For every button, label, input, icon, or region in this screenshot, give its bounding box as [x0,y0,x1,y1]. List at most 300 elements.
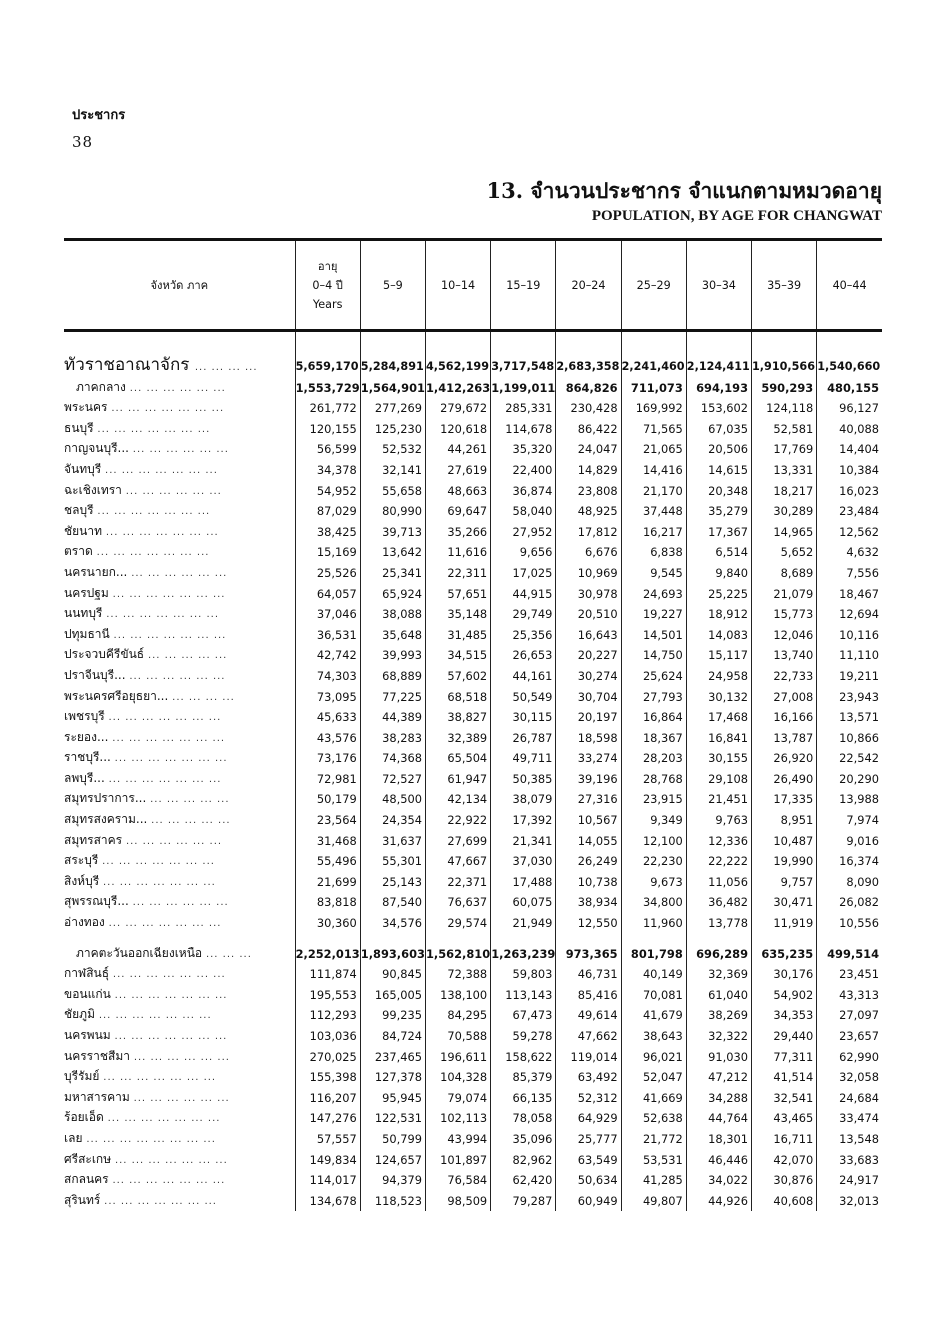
value-cell: 111,874 [295,964,360,985]
value-cell: 7,556 [846,565,879,580]
value-cell: 26,490 [752,769,817,790]
row-name: ลพบุรี... [64,770,105,785]
value-cell: 37,448 [621,501,686,522]
value-cell: 29,108 [686,769,751,790]
spacer-cell [817,331,882,357]
gap-cell [556,934,621,944]
value-cell: 66,135 [491,1088,556,1109]
row-name-cell [64,810,295,831]
value-cell: 30,704 [556,687,621,708]
leader-dots: ... ... ... ... ... ... ... [102,876,216,888]
spacer-row [64,331,882,357]
header-age-10-14: 10–14 [425,240,490,331]
value-cell: 2,241,460 [621,356,686,378]
row-name-cell [64,1150,295,1171]
value-cell: 169,992 [621,398,686,419]
table-row [64,645,882,666]
spacer-cell [491,331,556,357]
value-cell: 9,840 [686,563,751,584]
row-name-cell [64,1047,295,1068]
value-cell: 12,694 [839,607,879,622]
value-cell: 61,040 [686,985,751,1006]
value-cell: 23,808 [556,481,621,502]
value-cell: 6,514 [686,542,751,563]
value-cell: 41,514 [752,1067,817,1088]
value-cell: 8,689 [752,563,817,584]
header-age-0-4 [295,240,360,331]
region-row [64,944,882,965]
value-cell: 38,827 [425,707,490,728]
value-cell: 49,807 [621,1191,686,1212]
value-cell: 120,155 [295,419,360,440]
value-cell: 86,422 [556,419,621,440]
row-name: สระบุรี [64,853,99,868]
header-age-35-39: 35–39 [752,240,817,331]
value-cell: 1,562,810 [425,944,490,965]
value-cell: 155,398 [295,1067,360,1088]
value-cell: 34,576 [360,913,425,934]
table-row [64,1067,882,1088]
value-cell: 52,312 [556,1088,621,1109]
table-row [64,769,882,790]
leader-dots: ... ... ... ... ... ... ... [112,732,226,744]
value-cell: 30,360 [295,913,360,934]
value-cell: 1,553,729 [295,378,360,399]
value-cell: 230,428 [556,398,621,419]
value-cell: 67,473 [491,1005,556,1026]
value-cell: 82,962 [491,1150,556,1171]
value-cell: 13,571 [839,710,879,725]
value-cell: 23,657 [839,1029,879,1043]
leader-dots: ... ... ... ... ... ... ... [103,1072,217,1084]
value-cell: 17,335 [752,789,817,810]
value-cell: 153,602 [686,398,751,419]
leader-dots: ... ... ... ... ... ... ... [114,753,228,765]
value-cell: 21,079 [752,584,817,605]
value-cell: 35,148 [425,604,490,625]
leader-dots: ... ... ... ... ... ... ... [112,1175,226,1187]
value-cell: 44,926 [686,1191,751,1212]
value-cell: 14,615 [686,460,751,481]
value-cell: 24,047 [556,439,621,460]
value-cell: 102,113 [425,1108,490,1129]
value-cell: 25,526 [295,563,360,584]
value-cell: 23,564 [295,810,360,831]
value-cell: 18,467 [839,586,879,601]
table-row [64,584,882,605]
value-cell: 20,227 [556,645,621,666]
value-cell: 42,742 [295,645,360,666]
value-cell: 25,341 [360,563,425,584]
row-name-cell [64,1067,295,1088]
value-cell: 72,981 [295,769,360,790]
value-cell: 10,738 [556,872,621,893]
value-cell: 42,070 [752,1150,817,1171]
value-cell: 69,647 [425,501,490,522]
value-cell: 40,608 [752,1191,817,1212]
table-row [64,831,882,852]
value-cell: 49,711 [491,748,556,769]
value-cell: 25,225 [686,584,751,605]
value-cell: 21,451 [686,789,751,810]
value-cell: 16,841 [686,728,751,749]
value-cell: 114,678 [491,419,556,440]
value-cell: 9,016 [846,833,879,848]
value-cell: 122,531 [360,1108,425,1129]
row-name: นครนายก... [64,564,128,579]
value-cell: 72,388 [425,964,490,985]
value-cell: 26,249 [556,851,621,872]
value-cell: 499,514 [827,946,879,961]
value-cell: 35,266 [425,522,490,543]
spacer-cell [64,331,295,357]
row-name: นนทบุรี [64,606,103,621]
value-cell: 57,602 [425,666,490,687]
value-cell: 480,155 [827,380,879,395]
value-cell: 54,952 [295,481,360,502]
gap-cell [360,934,425,944]
value-cell: 34,353 [752,1005,817,1026]
value-cell: 22,371 [425,872,490,893]
value-cell: 25,777 [556,1129,621,1150]
value-cell: 31,485 [425,625,490,646]
table-row [64,604,882,625]
leader-dots: ... ... ... ... ... ... [131,567,228,579]
value-cell: 96,127 [839,401,879,416]
value-cell: 77,311 [752,1047,817,1068]
value-cell: 30,471 [752,892,817,913]
leader-dots: ... ... ... ... ... ... ... [108,918,222,930]
value-cell: 70,588 [425,1026,490,1047]
value-cell: 30,132 [686,687,751,708]
header-age-5-9: 5–9 [360,240,425,331]
row-name: ระยอง... [64,729,109,744]
leader-dots: ... ... ... ... ... ... ... [105,464,218,476]
value-cell: 36,482 [686,892,751,913]
value-cell: 29,440 [752,1026,817,1047]
value-cell: 22,222 [686,851,751,872]
value-cell: 33,683 [839,1152,879,1167]
row-name-cell [64,1170,295,1191]
value-cell: 30,176 [752,964,817,985]
value-cell: 17,367 [686,522,751,543]
value-cell: 38,934 [556,892,621,913]
value-cell: 35,648 [360,625,425,646]
header-age-15-19: 15–19 [491,240,556,331]
value-cell: 11,056 [686,872,751,893]
row-name-cell [64,985,295,1006]
value-cell: 91,030 [686,1047,751,1068]
leader-dots: ... ... ... ... ... ... ... [114,989,228,1001]
value-cell: 38,643 [621,1026,686,1047]
value-cell: 30,115 [491,707,556,728]
value-cell: 85,379 [491,1067,556,1088]
value-cell: 8,090 [846,874,879,889]
row-name-cell [64,944,295,965]
value-cell: 8,951 [752,810,817,831]
row-name: ธนบุรี [64,420,94,435]
row-name-cell [64,789,295,810]
value-cell: 14,083 [686,625,751,646]
value-cell: 47,212 [686,1067,751,1088]
row-name: เลย [64,1130,83,1145]
value-cell: 43,465 [752,1108,817,1129]
row-name-cell [64,645,295,666]
value-cell: 1,263,239 [491,944,556,965]
row-name-cell [64,481,295,502]
value-cell: 54,902 [752,985,817,1006]
value-cell: 18,301 [686,1129,751,1150]
value-cell: 14,829 [556,460,621,481]
table-row [64,1026,882,1047]
value-cell: 17,488 [491,872,556,893]
table-row [64,789,882,810]
value-cell: 270,025 [295,1047,360,1068]
page-number: 38 [72,133,94,151]
value-cell: 973,365 [556,944,621,965]
row-name-cell [64,728,295,749]
value-cell: 73,095 [295,687,360,708]
table-row [64,1088,882,1109]
row-name-cell [64,563,295,584]
value-cell: 17,025 [491,563,556,584]
value-cell: 11,110 [839,648,879,663]
row-name: สมุทรปราการ... [64,791,147,806]
value-cell: 20,290 [839,771,879,786]
value-cell: 16,217 [621,522,686,543]
value-cell: 16,374 [839,854,879,869]
value-cell: 25,356 [491,625,556,646]
table-row [64,439,882,460]
value-cell: 1,564,901 [360,378,425,399]
leader-dots: ... ... ... ... ... ... ... [104,1195,217,1207]
value-cell: 9,673 [621,872,686,893]
value-cell: 32,541 [752,1088,817,1109]
value-cell: 59,278 [491,1026,556,1047]
value-cell: 68,518 [425,687,490,708]
value-cell: 50,385 [491,769,556,790]
value-cell: 55,658 [360,481,425,502]
value-cell: 9,349 [621,810,686,831]
leader-dots: ... ... ... ... ... ... [133,1092,230,1104]
table-row [64,542,882,563]
value-cell: 95,945 [360,1088,425,1109]
region-row [64,378,882,399]
row-name: ชัยภูมิ [64,1007,95,1022]
value-cell: 864,826 [556,378,621,399]
value-cell: 20,197 [556,707,621,728]
row-name-cell [64,872,295,893]
value-cell: 84,295 [425,1005,490,1026]
table-row [64,1108,882,1129]
value-cell: 32,013 [839,1193,879,1208]
value-cell: 6,838 [621,542,686,563]
header-age-25-29: 25–29 [621,240,686,331]
value-cell: 38,283 [360,728,425,749]
value-cell: 21,065 [621,439,686,460]
table-row [64,851,882,872]
value-cell: 38,269 [686,1005,751,1026]
value-cell: 261,772 [295,398,360,419]
value-cell: 195,553 [295,985,360,1006]
value-cell: 16,711 [752,1129,817,1150]
value-cell: 10,866 [839,730,879,745]
value-cell: 23,915 [621,789,686,810]
population-table [64,238,882,1211]
value-cell: 47,667 [425,851,490,872]
value-cell: 13,988 [839,792,879,807]
leader-dots: ... ... ... ... ... [151,815,231,827]
value-cell: 50,549 [491,687,556,708]
gap-row [64,934,882,944]
value-cell: 63,492 [556,1067,621,1088]
gap-cell [621,934,686,944]
row-name: มหาสารคาม [64,1089,130,1104]
value-cell: 53,531 [621,1150,686,1171]
value-cell: 50,799 [360,1129,425,1150]
value-cell: 41,669 [621,1088,686,1109]
leader-dots: ... ... ... ... ... ... ... [102,856,215,868]
leader-dots: ... ... ... ... ... ... ... [106,609,220,621]
value-cell: 60,075 [491,892,556,913]
gap-cell [64,934,295,944]
value-cell: 33,274 [556,748,621,769]
gap-cell [295,934,360,944]
value-cell: 79,287 [491,1191,556,1212]
leader-dots: ... ... ... ... ... [150,794,230,806]
value-cell: 31,637 [360,831,425,852]
row-name: ภาคตะวันออกเฉียงเหนือ [76,945,203,960]
leader-dots: ... ... ... [205,948,252,960]
value-cell: 71,565 [621,419,686,440]
value-cell: 22,733 [752,666,817,687]
value-cell: 38,425 [295,522,360,543]
value-cell: 14,501 [621,625,686,646]
value-cell: 39,713 [360,522,425,543]
value-cell: 58,040 [491,501,556,522]
value-cell: 85,416 [556,985,621,1006]
value-cell: 99,235 [360,1005,425,1026]
value-cell: 52,638 [621,1108,686,1129]
header-age-40-44: 40–44 [832,278,867,292]
gap-cell [425,934,490,944]
value-cell: 237,465 [360,1047,425,1068]
header-years-label: Years [312,297,343,311]
row-name: นครพนม [64,1028,111,1042]
value-cell: 16,643 [556,625,621,646]
spacer-cell [752,331,817,357]
row-name-cell [64,687,295,708]
value-cell: 2,683,358 [556,356,621,378]
value-cell: 26,787 [491,728,556,749]
table-row [64,522,882,543]
value-cell: 104,328 [425,1067,490,1088]
value-cell: 17,392 [491,810,556,831]
value-cell: 12,336 [686,831,751,852]
value-cell: 31,468 [295,831,360,852]
value-cell: 134,678 [295,1191,360,1212]
value-cell: 27,008 [752,687,817,708]
row-name: นครราชสีมา [64,1048,130,1063]
value-cell: 14,750 [621,645,686,666]
row-name-cell [64,748,295,769]
total-row [64,356,882,378]
value-cell: 44,764 [686,1108,751,1129]
value-cell: 68,889 [360,666,425,687]
value-cell: 52,047 [621,1067,686,1088]
value-cell: 56,599 [295,439,360,460]
table-row [64,666,882,687]
value-cell: 101,897 [425,1150,490,1171]
value-cell: 22,400 [491,460,556,481]
value-cell: 149,834 [295,1150,360,1171]
value-cell: 9,545 [621,563,686,584]
value-cell: 125,230 [360,419,425,440]
value-cell: 25,624 [621,666,686,687]
value-cell: 11,960 [621,913,686,934]
value-cell: 26,082 [839,895,879,910]
value-cell: 65,504 [425,748,490,769]
value-cell: 147,276 [295,1108,360,1129]
table-row [64,1005,882,1026]
row-name-cell [64,1005,295,1026]
row-name: ปทุมธานี [64,626,110,641]
value-cell: 5,659,170 [295,356,360,378]
row-name: เพชรบุรี [64,709,105,724]
value-cell: 20,348 [686,481,751,502]
value-cell: 52,581 [752,419,817,440]
value-cell: 21,699 [295,872,360,893]
value-cell: 50,179 [295,789,360,810]
value-cell: 21,170 [621,481,686,502]
row-name-cell [64,522,295,543]
value-cell: 76,584 [425,1170,490,1191]
table-row [64,687,882,708]
value-cell: 14,965 [752,522,817,543]
value-cell: 19,227 [621,604,686,625]
value-cell: 12,046 [752,625,817,646]
value-cell: 74,368 [360,748,425,769]
row-name: ทั่วราชอาณาจักร [64,356,190,375]
row-name-cell [64,892,295,913]
table-row [64,625,882,646]
row-name: ปราจีนบุรี... [64,667,126,682]
value-cell: 30,978 [556,584,621,605]
value-cell: 50,634 [556,1170,621,1191]
value-cell: 29,574 [425,913,490,934]
value-cell: 16,864 [621,707,686,728]
row-name: สมุทรสงคราม... [64,812,148,827]
row-name: บุรีรัมย์ [64,1069,100,1084]
value-cell: 19,990 [752,851,817,872]
table-row [64,398,882,419]
value-cell: 57,557 [295,1129,360,1150]
row-name: ชลบุรี [64,503,94,518]
header-age-30-34: 30–34 [686,240,751,331]
leader-dots: ... ... ... ... ... [147,650,228,662]
value-cell: 14,416 [621,460,686,481]
value-cell: 44,389 [360,707,425,728]
row-name-cell [64,542,295,563]
row-name: สุพรรณบุรี... [64,894,129,909]
value-cell: 279,672 [425,398,490,419]
gap-cell [817,934,882,944]
table-row [64,810,882,831]
value-cell: 39,993 [360,645,425,666]
value-cell: 711,073 [621,378,686,399]
table-row [64,728,882,749]
value-cell: 32,322 [686,1026,751,1047]
